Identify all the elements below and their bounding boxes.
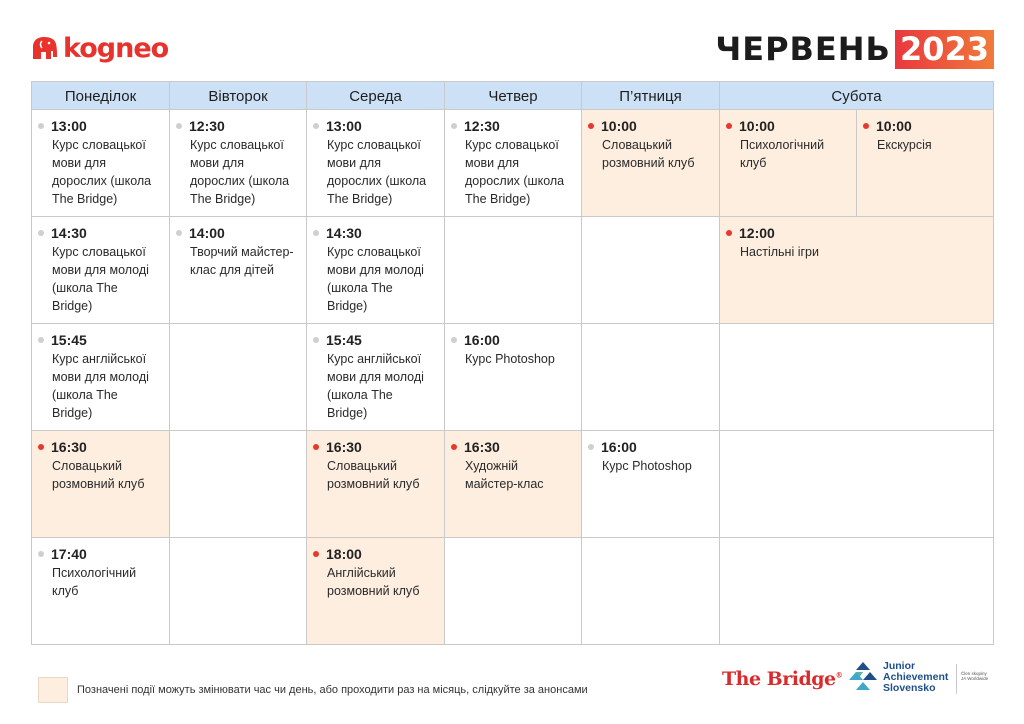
day-header-saturday: Субота xyxy=(831,87,882,105)
event-title: Психологічний клуб xyxy=(52,566,137,598)
event-time: 12:30 xyxy=(464,118,500,134)
variable-event-dot-icon xyxy=(313,444,319,450)
event-title: Екскурсія xyxy=(877,138,932,152)
event-cell-highlighted[interactable] xyxy=(445,431,582,538)
event-time: 15:45 xyxy=(51,332,87,348)
regular-dot-icon xyxy=(313,337,319,343)
page-title xyxy=(715,30,994,68)
variable-event-dot-icon xyxy=(313,551,319,557)
empty-cell xyxy=(170,538,307,644)
ja-member-text xyxy=(961,671,988,681)
event-title: Курс англійської мови для молоді (школа The Bridge) xyxy=(52,352,149,420)
ja-text xyxy=(883,661,948,694)
weekday-header xyxy=(32,82,993,110)
regular-dot-icon xyxy=(176,230,182,236)
event-title: Курс англійської мови для молоді (школа The Bridge) xyxy=(327,352,424,420)
event-title: Словацький розмовний клуб xyxy=(52,459,145,491)
event-time: 14:00 xyxy=(189,225,225,241)
junior-achievement-logo xyxy=(848,660,948,694)
event-title: Художній майстер-клас xyxy=(465,459,544,491)
variable-event-dot-icon xyxy=(38,444,44,450)
ja-line1: Junior xyxy=(883,659,916,672)
partner-divider xyxy=(956,664,957,694)
event-cell[interactable] xyxy=(32,110,170,217)
event-time: 16:00 xyxy=(601,439,637,455)
event-time: 13:00 xyxy=(326,118,362,134)
schedule-grid xyxy=(31,81,994,645)
regular-dot-icon xyxy=(313,123,319,129)
event-time: 16:00 xyxy=(464,332,500,348)
regular-dot-icon xyxy=(451,337,457,343)
event-cell[interactable] xyxy=(32,538,170,644)
event-title: Психологічний клуб xyxy=(740,138,825,170)
event-title: Настільні ігри xyxy=(740,245,819,259)
ja-small-line2: JA Worldwide xyxy=(961,676,989,681)
regular-dot-icon xyxy=(38,230,44,236)
event-title: Курс словацької мови для дорослих (школа The Bridge) xyxy=(327,138,427,206)
registered-mark: ® xyxy=(835,670,843,680)
title-year: 2023 xyxy=(895,30,994,69)
ja-line2: Achievement xyxy=(883,670,949,683)
empty-cell xyxy=(582,538,720,644)
title-month: ЧЕРВЕНЬ xyxy=(715,30,891,68)
empty-cell xyxy=(720,431,993,538)
event-title: Курс словацької мови для молоді (школа The Bridge) xyxy=(327,245,424,313)
variable-event-dot-icon xyxy=(726,230,732,236)
event-time: 16:30 xyxy=(326,439,362,455)
event-time: 14:30 xyxy=(51,225,87,241)
event-cell-highlighted[interactable] xyxy=(32,431,170,538)
day-header-friday: П’ятниця xyxy=(582,82,720,110)
event-cell[interactable] xyxy=(32,217,170,324)
event-title: Словацький розмовний клуб xyxy=(602,138,695,170)
day-header-thursday: Четвер xyxy=(445,82,582,110)
day-header-monday: Понеділок xyxy=(32,82,170,110)
variable-event-dot-icon xyxy=(726,123,732,129)
regular-dot-icon xyxy=(176,123,182,129)
regular-dot-icon xyxy=(38,337,44,343)
event-cell[interactable] xyxy=(582,431,720,538)
event-title: Курс словацької мови для дорослих (школа The Bridge) xyxy=(465,138,565,206)
variable-event-dot-icon xyxy=(451,444,457,450)
legend-text: Позначені події можуть змінювати час чи день, або проходити раз на місяць, слідкуйте за анонсами xyxy=(77,684,588,696)
event-cell[interactable] xyxy=(445,110,582,217)
regular-dot-icon xyxy=(313,230,319,236)
event-cell-highlighted[interactable] xyxy=(720,217,993,324)
event-cell[interactable] xyxy=(445,324,582,431)
the-bridge-logo-text: The Bridge xyxy=(722,668,836,690)
event-cell[interactable] xyxy=(307,324,445,431)
ja-line3: Slovensko xyxy=(883,681,936,694)
event-time: 10:00 xyxy=(739,118,775,134)
day-header-tuesday: Вівторок xyxy=(170,82,307,110)
kogneo-logo xyxy=(30,28,168,68)
empty-cell xyxy=(170,431,307,538)
regular-dot-icon xyxy=(38,551,44,557)
empty-cell xyxy=(720,538,993,644)
empty-cell xyxy=(445,538,582,644)
variable-event-dot-icon xyxy=(863,123,869,129)
event-title: Англійський розмовний клуб xyxy=(327,566,420,598)
event-time: 10:00 xyxy=(876,118,912,134)
event-title: Курс словацької мови для дорослих (школа The Bridge) xyxy=(190,138,290,206)
event-cell-highlighted[interactable] xyxy=(307,538,445,644)
empty-cell xyxy=(170,324,307,431)
regular-dot-icon xyxy=(38,123,44,129)
event-time: 16:30 xyxy=(51,439,87,455)
event-time: 16:30 xyxy=(464,439,500,455)
empty-cell xyxy=(582,217,720,324)
regular-dot-icon xyxy=(451,123,457,129)
legend-swatch xyxy=(38,677,68,703)
event-title: Курс словацької мови для дорослих (школа The Bridge) xyxy=(52,138,152,206)
event-title: Курс Photoshop xyxy=(465,352,555,366)
event-title: Словацький розмовний клуб xyxy=(327,459,420,491)
event-cell-highlighted[interactable] xyxy=(307,431,445,538)
variable-event-dot-icon xyxy=(588,123,594,129)
event-time: 10:00 xyxy=(601,118,637,134)
event-cell[interactable] xyxy=(307,110,445,217)
empty-cell xyxy=(582,324,720,431)
logo-text: kogneo xyxy=(63,32,169,64)
event-cell[interactable] xyxy=(32,324,170,431)
event-title: Курс словацької мови для молоді (школа The Bridge) xyxy=(52,245,149,313)
event-cell-highlighted[interactable] xyxy=(857,110,993,217)
event-title: Курс Photoshop xyxy=(602,459,692,473)
ja-small-line1: Člen skupiny xyxy=(961,671,987,676)
regular-dot-icon xyxy=(588,444,594,450)
event-time: 14:30 xyxy=(326,225,362,241)
elephant-icon xyxy=(30,35,60,61)
event-time: 13:00 xyxy=(51,118,87,134)
empty-cell xyxy=(720,324,993,431)
the-bridge-logo xyxy=(722,668,842,690)
event-time: 18:00 xyxy=(326,546,362,562)
empty-cell xyxy=(445,217,582,324)
event-cell-highlighted[interactable] xyxy=(582,110,720,217)
event-cell[interactable] xyxy=(170,110,307,217)
event-cell-highlighted[interactable] xyxy=(720,110,857,217)
event-time: 17:40 xyxy=(51,546,87,562)
event-time: 12:30 xyxy=(189,118,225,134)
ja-triangles-icon xyxy=(848,660,878,694)
day-header-wednesday: Середа xyxy=(307,82,445,110)
event-title: Творчий майстер- клас для дітей xyxy=(190,245,294,277)
event-cell[interactable] xyxy=(307,217,445,324)
event-time: 15:45 xyxy=(326,332,362,348)
event-time: 12:00 xyxy=(739,225,775,241)
event-cell[interactable] xyxy=(170,217,307,324)
